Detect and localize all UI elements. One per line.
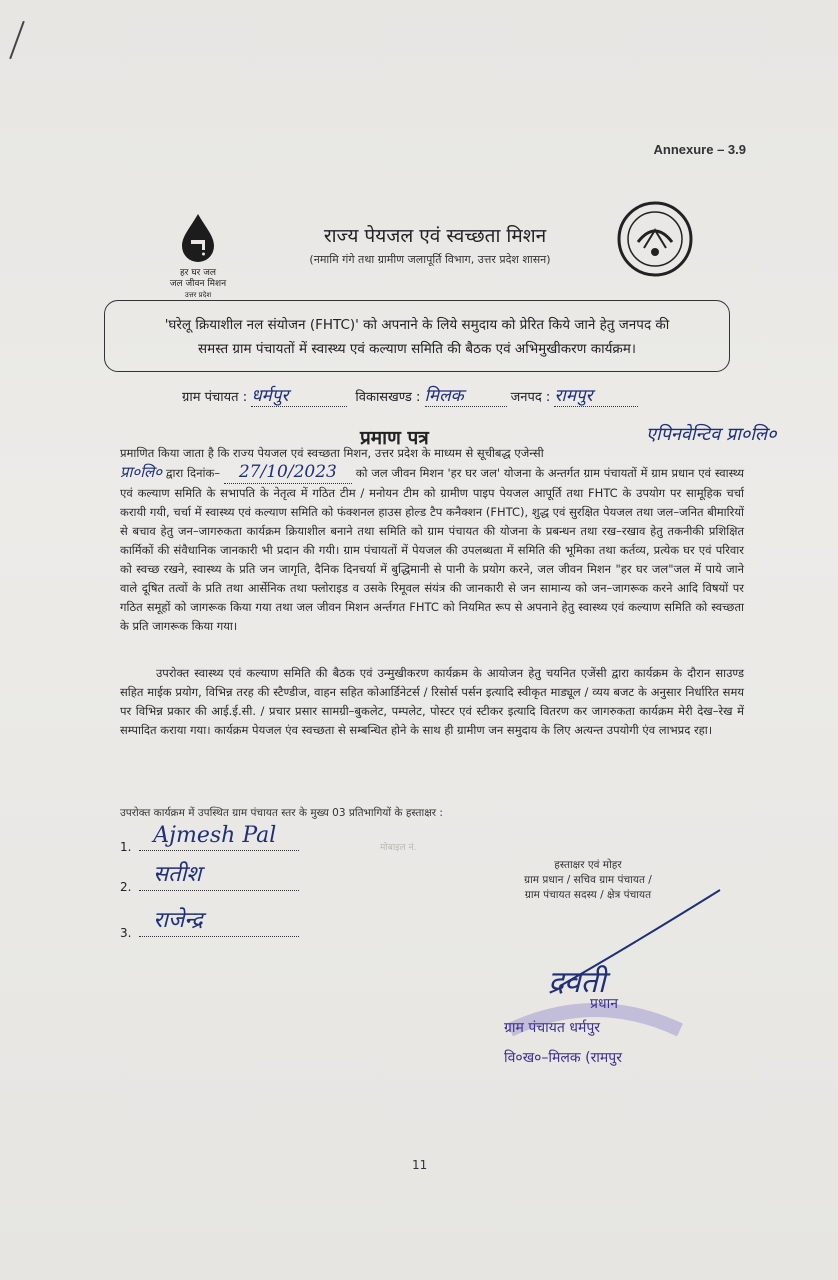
participant-signature: Ajmesh Pal xyxy=(153,823,277,848)
stamp-line-3: वि०ख०–मिलक (रामपुर xyxy=(504,1050,622,1066)
participant-row xyxy=(120,823,299,854)
agency-name-handwritten: एपिनवेन्टिव प्रा०लि० xyxy=(646,424,777,445)
logo-line-1: हर घर जल xyxy=(180,268,216,278)
participants-intro: उपरोक्त कार्यक्रम में उपस्थित ग्राम पंचायत स्तर के मुख्य 03 प्रतिभागियों के हस्ताक्षर : xyxy=(120,807,443,819)
gram-panchayat-value: धर्मपुर xyxy=(251,386,289,406)
agency-suffix-handwritten: प्रा०लि० xyxy=(120,463,163,481)
program-title-box xyxy=(104,300,730,372)
janpad-value: रामपुर xyxy=(554,386,593,406)
date-value: 27/10/2023 xyxy=(238,462,337,482)
participant-number: 1. xyxy=(120,840,132,854)
water-drop-icon xyxy=(178,212,218,264)
certificate-paragraph-1 xyxy=(120,444,744,636)
faint-mobile-label: मोबाइल नं. xyxy=(380,843,417,853)
certificate-title: प्रमाण पत्र xyxy=(360,427,429,449)
page-number: 11 xyxy=(412,1158,428,1172)
date-label: द्वारा दिनांक– xyxy=(165,466,221,480)
participant-signature: सतीश xyxy=(153,862,202,887)
har-ghar-jal-logo xyxy=(158,212,238,301)
gram-panchayat-label: ग्राम पंचायत : xyxy=(182,390,248,405)
logo-line-2: जल जीवन मिशन xyxy=(169,279,227,289)
location-row xyxy=(182,383,638,407)
pradhan-signature: द्रवती xyxy=(548,965,606,1000)
program-title-line-1: 'घरेलू क्रियाशील नल संयोजन (FHTC)' को अपनाने के लिये समुदाय को प्रेरित किये जाने हेतु जनपद की xyxy=(164,317,670,333)
paragraph-1-body: को जल जीवन मिशन 'हर घर जल' योजना के अन्तर्गत ग्राम पंचायतों में ग्राम प्रधान एवं स्वास्थ्य एवं कल्याण समिति के सभापति के नेतृत्व में गठित टीम / मनोयन टीम को ग्रामीण पाइप पेयजल आपूर्ति तथा FHTC के उपयोग पर सामूहिक चर्चा करायी गयी, चर्चा में स्वास्थ्य एवं कल्याण समिति को फंक्शनल हाउस होल्ड टैप कनैक्शन (FHTC), शुद्ध एवं सुरक्षित पेयजल तथा जल–जनित बीमारियों से बचाव हेतु जन–जागरुकता कार्यक्रम क्रियाशील बनाने तथा समिति को ग्राम पंचायत की योजना के प्रबन्धन तथा रख–रखाव हेतु तकनीकी प्रशिक्षित कार्मिकों की संवैधानिक जानकारी भी प्रदान की गयी। ग्राम पंचायतों में पेयजल की उपलब्धता में समिति की भूमिका तथा कर्तव्य, प्रत्येक घर एवं परिवार को स्वच्छ रखने, स्वास्थ्य के प्रति जन जागृति, दैनिक दिनचर्या में बुद्धिमानी से पानी के प्रयोग करने, जल जीवन मिशन "हर घर जल"जल में पाये जाने वाले दूषित तत्वों के प्रति तथा आर्सेनिक तथा फ्लोराइड व उसके रिमूवल संयंत्र की जानकारी से जन सामान्य को जन–जागरूक करने आदि विषयों पर गठित समूहों को जागरूक किया गया तथा जल जीवन मिशन अर्न्तगत FHTC को नियमित रूप से अपनाने हेतु स्वास्थ्य एवं कल्याण समिति को स्वच्छता के प्रति जागरूक किया गया। xyxy=(120,466,745,633)
logo-line-3: उत्तर प्रदेश xyxy=(184,291,212,299)
participant-number: 3. xyxy=(120,926,132,940)
vikaskhand-label: विकासखण्ड : xyxy=(355,390,421,405)
participant-row xyxy=(120,862,299,894)
paragraph-1-intro: प्रमाणित किया जाता है कि राज्य पेयजल एवं स्वच्छता मिशन, उत्तर प्रदेश के माध्यम से सूचीबद्ध एजेन्सी xyxy=(120,446,544,460)
mission-title: राज्य पेयजल एवं स्वच्छता मिशन xyxy=(323,225,547,247)
participant-number: 2. xyxy=(120,880,132,894)
up-government-seal-icon xyxy=(616,200,694,278)
signature-seal-label: हस्ताक्षर एवं मोहर xyxy=(554,859,622,871)
pen-mark xyxy=(9,21,25,59)
mission-subtitle: (नमामि गंगे तथा ग्रामीण जलापूर्ति विभाग, उत्तर प्रदेश शासन) xyxy=(309,253,551,266)
certificate-paragraph-2: उपरोक्त स्वास्थ्य एवं कल्याण समिति की बैठक एवं उन्मुखीकरण कार्यक्रम के आयोजन हेतु चयनित एजेंसी द्वारा कार्यक्रम के दौरान साउण्ड सहित माईक प्रयोग, विभिन्न तरह की स्टैण्डीज, वाहन सहित कोआर्डिनेटर्स / रिसोर्स पर्सन इत्यादि स्वीकृत माड्यूल / व्यय बजट के अनुसार निर्धारित समय पर विभिन्न प्रकार की आई.ई.सी. / प्रचार प्रसार सामग्री–बुकलेट, पम्पलेट, पोस्टर एवं स्टीकर इत्यादि वितरण कर जागरुकता कार्यक्रम मेरी देख–रेख में सम्पादित कराया गया। कार्यक्रम पेयजल एंव स्वच्छता से सम्बन्धित होने के साथ ही ग्रामीण जन समुदाय के लिए अत्यन्त उपयोगी एंव लाभप्रद रहा। xyxy=(120,666,744,737)
janpad-label: जनपद : xyxy=(510,390,551,405)
official-designation-2: ग्राम पंचायत सदस्य / क्षेत्र पंचायत xyxy=(524,889,652,901)
official-designation-1: ग्राम प्रधान / सचिव ग्राम पंचायत / xyxy=(524,874,652,886)
participant-signature: राजेन्द्र xyxy=(153,908,203,933)
annexure-label: Annexure – 3.9 xyxy=(653,142,746,157)
stamp-line-2: ग्राम पंचायत धर्मपुर xyxy=(504,1020,601,1036)
stamp-line-1: प्रधान xyxy=(590,996,618,1012)
participant-row xyxy=(120,908,299,940)
program-title-line-2: समस्त ग्राम पंचायतों में स्वास्थ्य एवं कल्याण समिति की बैठक एवं अभिमुखीकरण कार्यक्रम। xyxy=(198,341,636,357)
vikaskhand-value: मिलक xyxy=(424,386,464,406)
